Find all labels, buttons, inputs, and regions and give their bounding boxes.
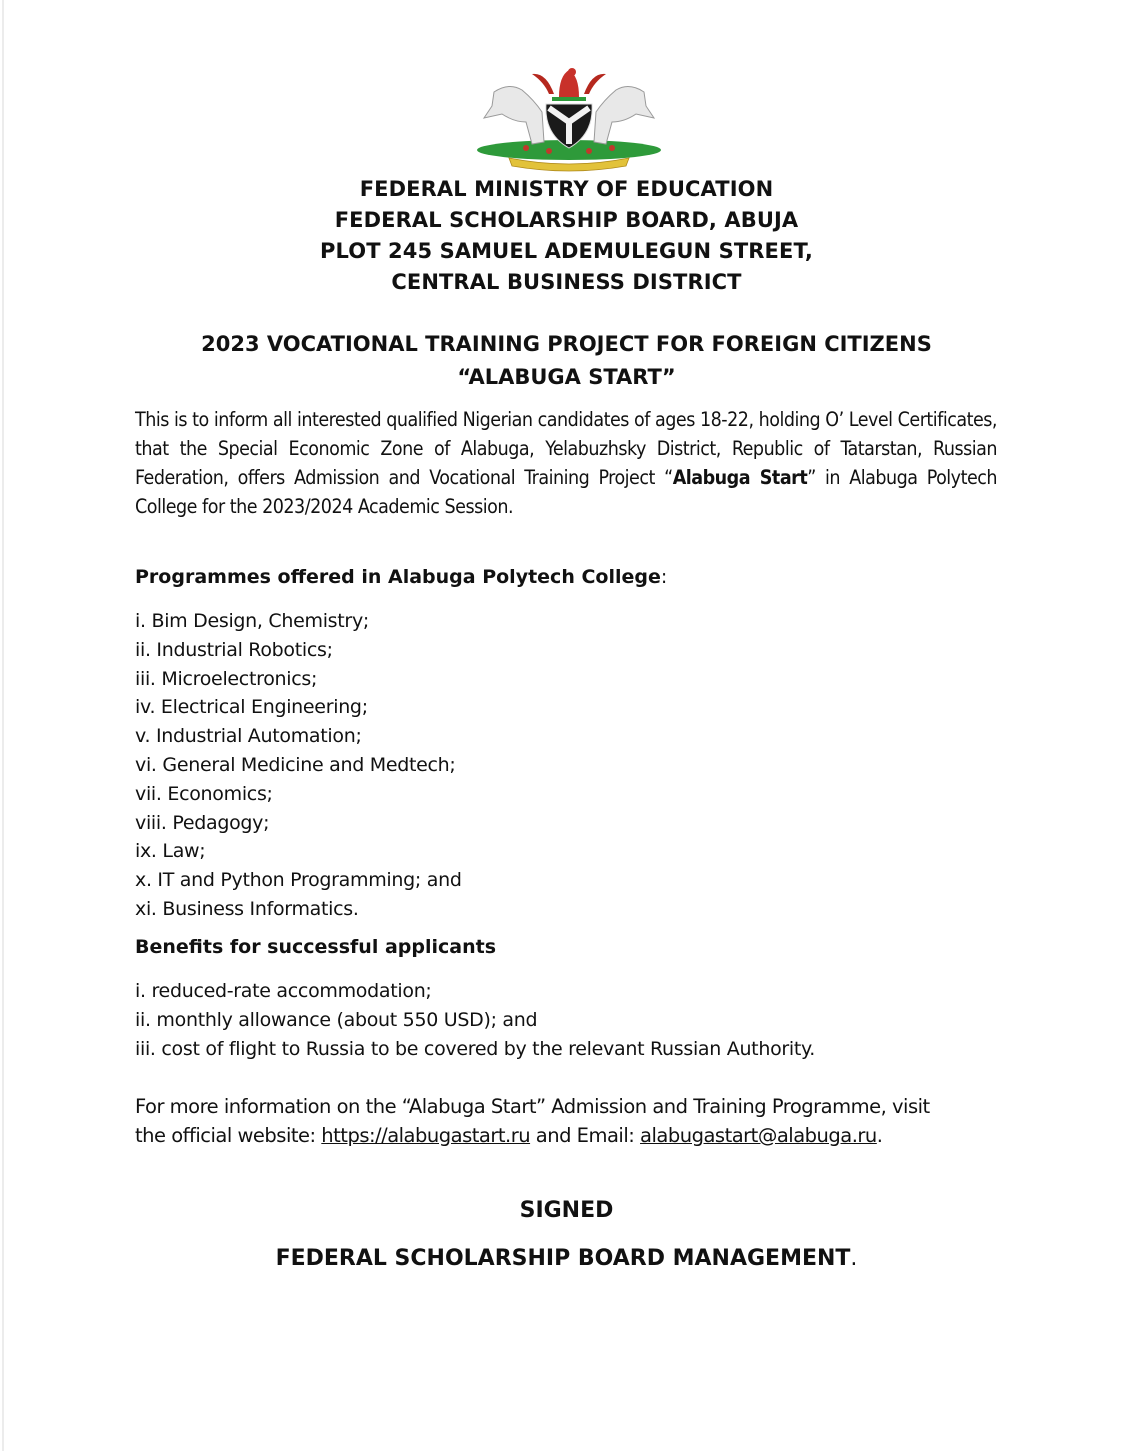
benefits-heading: Benefits for successful applicants: [135, 936, 497, 958]
list-item: x. IT and Python Programming; and: [135, 869, 462, 892]
list-item: iv. Electrical Engineering;: [135, 696, 368, 719]
letterhead-line: FEDERAL MINISTRY OF EDUCATION: [359, 177, 774, 201]
list-item: ix. Law;: [135, 840, 206, 863]
benefits-list: [135, 977, 815, 1063]
programmes-list: [135, 607, 462, 924]
email-link[interactable]: alabugastart@alabuga.ru: [640, 1124, 877, 1147]
list-item: vii. Economics;: [135, 782, 273, 805]
list-item: ii. Industrial Robotics;: [135, 638, 333, 661]
info-prefix: the official website:: [135, 1124, 322, 1147]
document-page: [2, 0, 1125, 1451]
programmes-heading-colon: :: [660, 566, 668, 588]
list-item: ii. monthly allowance (about 550 USD); and: [135, 1008, 538, 1031]
list-item: viii. Pedagogy;: [135, 811, 270, 834]
list-item: iii. Microelectronics;: [135, 667, 318, 690]
intro-text-end: ” in Alabuga Polytech College for the 2023/2024 Academic Session.: [135, 466, 998, 518]
info-line-1: For more information on the “Alabuga Start” Admission and Training Programme, visit: [135, 1095, 930, 1118]
intro-text: This is to inform all interested qualified Nigerian candidates of ages 18-22, holding O’ Level Certificates, that the Special Economic Zone of Alabuga, Yelabuzhsky District, Republic of Tatarstan, Russian Federation, offers Admission and Vocational Training Project “: [135, 408, 997, 489]
title-line-2: “ALABUGA START”: [457, 365, 676, 389]
info-suffix: .: [876, 1124, 883, 1147]
intro-bold-project: Alabuga Start: [672, 466, 808, 489]
intro-paragraph: [135, 405, 997, 521]
list-item: v. Industrial Automation;: [135, 725, 362, 748]
document-title: [4, 328, 1125, 394]
signed-label: SIGNED: [519, 1198, 614, 1223]
more-info-paragraph: [135, 1092, 1015, 1150]
letterhead-line: FEDERAL SCHOLARSHIP BOARD, ABUJA: [334, 208, 799, 232]
info-line-2: [135, 1121, 1015, 1150]
programmes-heading-text: Programmes offered in Alabuga Polytech College: [135, 566, 661, 588]
signatory-text: FEDERAL SCHOLARSHIP BOARD MANAGEMENT: [275, 1246, 851, 1271]
letterhead: [4, 174, 1125, 298]
letterhead-line: CENTRAL BUSINESS DISTRICT: [391, 270, 742, 294]
list-item: xi. Business Informatics.: [135, 897, 359, 920]
nigeria-coat-of-arms-icon: [454, 62, 684, 172]
signatory-period: .: [850, 1246, 858, 1271]
list-item: vi. General Medicine and Medtech;: [135, 753, 456, 776]
programmes-heading: [135, 566, 667, 588]
website-link[interactable]: https://alabugastart.ru: [321, 1124, 531, 1147]
list-item: i. reduced-rate accommodation;: [135, 980, 432, 1002]
letterhead-line: PLOT 245 SAMUEL ADEMULEGUN STREET,: [320, 239, 813, 263]
title-line-1: 2023 VOCATIONAL TRAINING PROJECT FOR FOREIGN CITIZENS: [201, 332, 932, 356]
list-item: i. Bim Design, Chemistry;: [135, 610, 369, 632]
signatory: [4, 1246, 1125, 1271]
info-middle: and Email:: [530, 1124, 641, 1147]
list-item: iii. cost of flight to Russia to be covered by the relevant Russian Authority.: [135, 1037, 816, 1060]
